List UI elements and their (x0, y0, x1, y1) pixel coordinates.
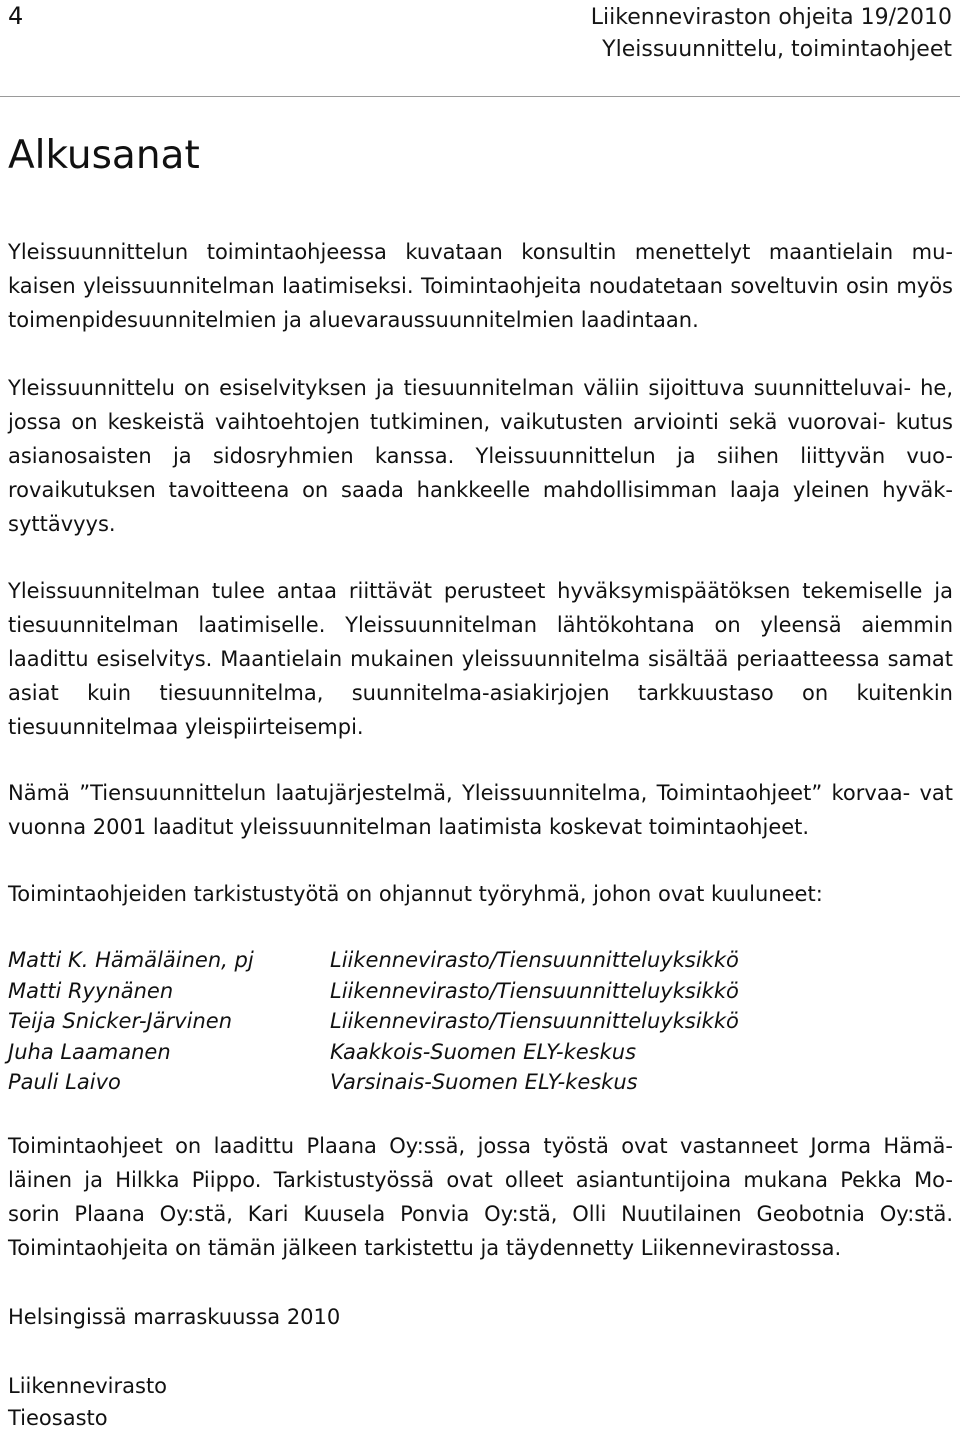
signature-department: Tieosasto (8, 1406, 108, 1430)
signature-organization: Liikennevirasto (8, 1374, 168, 1398)
member-name: Matti Ryynänen (8, 978, 174, 1003)
member-organization: Kaakkois-Suomen ELY-keskus (330, 1039, 637, 1064)
intro-paragraph: Yleissuunnittelun toimintaohjeessa kuvataan konsultin menettelyt maantielain mu- kaisen yleissuunnitelman laatimiseksi. Toimintaohjeita noudatetaan soveltuvin osin myös toimenpidesuunnitelmien ja aluevaraussuunnitelmien laadintaan. (8, 240, 953, 332)
working-group-member (8, 1006, 768, 1037)
page-number: 4 (8, 2, 24, 30)
member-name: Teija Snicker-Järvinen (8, 1009, 233, 1033)
member-name: Matti K. Hämäläinen, pj (8, 948, 254, 972)
running-header (591, 2, 952, 66)
member-organization: Liikennevirasto/Tiensuunnitteluyksikkö (330, 978, 739, 1003)
member-name: Juha Laamanen (8, 1039, 171, 1064)
publication-series: Liikenneviraston ohjeita 19/2010 (590, 5, 952, 30)
working-group-member (8, 1037, 768, 1068)
document-title: Yleissuunnittelu, toimintaohjeet (602, 37, 952, 62)
working-group-intro: Toimintaohjeiden tarkistustyötä on ohjannut työryhmä, johon ovat kuuluneet: (8, 882, 823, 906)
planning-phase-paragraph: Yleissuunnittelu on esiselvityksen ja tiesuunnitelman väliin sijoittuva suunnitteluvai- he, jossa on keskeistä vaihtoehtojen tutkiminen, vaikutusten arviointi sekä vuorovai- kutus asianosaisten ja sidosryhmien kanssa. Yleissuunnittelun ja siihen liittyvän vuo- rovaikutuksen tavoitteena on saada hankkeelle mahdollisimman laaja yleinen hyväk- syttävyys. (8, 376, 953, 536)
working-group-member (8, 976, 768, 1007)
page-title: Alkusanat (8, 133, 200, 178)
member-organization: Varsinais-Suomen ELY-keskus (330, 1070, 638, 1094)
signature-place-date: Helsingissä marraskuussa 2010 (8, 1305, 341, 1329)
header-divider (0, 96, 960, 97)
replacement-paragraph: Nämä ”Tiensuunnittelun laatujärjestelmä, Yleissuunnitelma, Toimintaohjeet” korvaa- vat vuonna 2001 laaditut yleissuunnitelman laatimista koskevat toimintaohjeet. (8, 781, 953, 839)
working-group-member (8, 945, 768, 976)
working-group-member (8, 1067, 768, 1098)
working-group-list (8, 945, 768, 1098)
requirements-paragraph: Yleissuunnitelman tulee antaa riittävät perusteet hyväksymispäätöksen tekemiselle ja tiesuunnitelman laatimiselle. Yleissuunnitelman lähtökohtana on yleensä aiemmin laadittu esiselvitys. Maantielain mukainen yleissuunnitelma sisältää periaatteessa samat asiat kuin tiesuunnitelma, suunnitelma-asiakirjojen tarkkuustaso on kuitenkin tiesuunnitelmaa yleispiirteisempi. (8, 579, 953, 739)
member-organization: Liikennevirasto/Tiensuunnitteluyksikkö (330, 1009, 739, 1033)
member-name: Pauli Laivo (8, 1070, 121, 1094)
authors-paragraph: Toimintaohjeet on laadittu Plaana Oy:ssä, jossa työstä ovat vastanneet Jorma Hämä- läinen ja Hilkka Piippo. Tarkistustyössä ovat olleet asiantuntijoina mukana Pekka Mo- sorin Plaana Oy:stä, Kari Kuusela Ponvia Oy:stä, Olli Nuutilainen Geobotnia Oy:stä. Toimintaohjeita on tämän jälkeen tarkistettu ja täydennetty Liikennevirastossa. (8, 1134, 953, 1260)
member-organization: Liikennevirasto/Tiensuunnitteluyksikkö (330, 948, 739, 972)
